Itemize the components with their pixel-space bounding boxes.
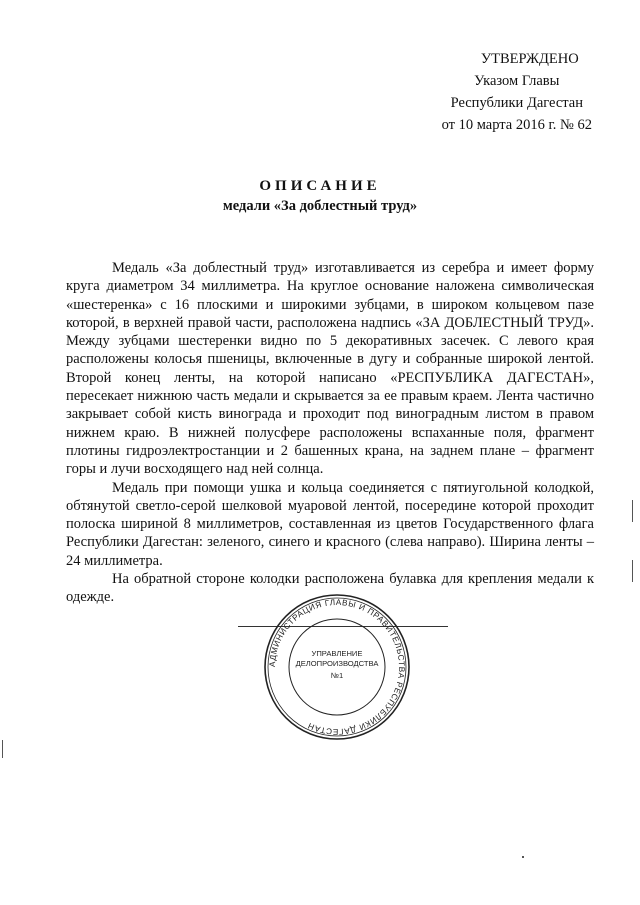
office-seal: [262, 592, 412, 742]
approval-stamp-block: [442, 48, 592, 136]
paragraph-medal-ribbon: Медаль при помощи ушка и кольца соединяется с пятиугольной колодкой, обтянутой светло-серой шелковой муаровой лентой, посередине которой проходит полоска шириной 8 миллиметров, составленная из цветов Государственного флага Республики Дагестан: зеленого, синего и красного (слева направо). Ширина ленты – 24 миллиметра.: [66, 479, 594, 569]
seal-ring-text: АДМИНИСТРАЦИЯ ГЛАВЫ И ПРАВИТЕЛЬСТВА РЕСПУБЛИКИ ДАГЕСТАН: [267, 597, 407, 737]
scan-dot: [522, 856, 524, 858]
document-title: ОПИСАНИЕ: [259, 178, 381, 194]
scan-edge-mark: [632, 500, 633, 522]
approval-republic: Республики Дагестан: [450, 95, 583, 111]
seal-line-2: ДЕЛОПРОИЗВОДСТВА: [295, 659, 379, 668]
approval-heading: УТВЕРЖДЕНО: [480, 51, 579, 67]
approval-date-number: от 10 марта 2016 г. № 62: [441, 117, 592, 133]
document-title-block: [0, 176, 640, 216]
paragraph-medal-design: Медаль «За доблестный труд» изготавливается из серебра и имеет форму круга диаметром 34 миллиметра. На круглое основание наложена символическая «шестеренка» с 16 плоскими и широкими зубцами, в широком кольцевом пазе которой, в верхней правой части, расположена надпись «ЗА ДОБЛЕСТНЫЙ ТРУД». Между зубцами шестеренки видно по 5 декоративных засечек. С левого края расположены колосья пшеницы, включенные в дугу и собранные широкой лентой. Второй конец ленты, на которой написано «РЕСПУБЛИКА ДАГЕСТАН», пересекает нижнюю часть медали и скрывается за ее правым краем. Лента частично закрывает собой кисть винограда и проходит под виноградным листом в правом нижнем краю. В нижней полусфере расположены вспаханные поля, фрагмент плотины гидроэлектростанции и 2 башенных крана, на заднем плане – фрагмент горы и лучи восходящего над ней солнца.: [66, 260, 594, 478]
seal-line-1: УПРАВЛЕНИЕ: [311, 649, 363, 658]
document-subtitle: медали «За доблестный труд»: [222, 198, 418, 214]
scan-edge-mark: [632, 560, 633, 582]
scan-edge-mark: [2, 740, 3, 758]
paragraph-medal-pin: На обратной стороне колодки расположена булавка для крепления медали к одежде.: [66, 571, 594, 606]
description-body: [66, 259, 594, 607]
approval-decree: Указом Главы: [474, 73, 560, 89]
seal-line-3: №1: [330, 671, 344, 680]
